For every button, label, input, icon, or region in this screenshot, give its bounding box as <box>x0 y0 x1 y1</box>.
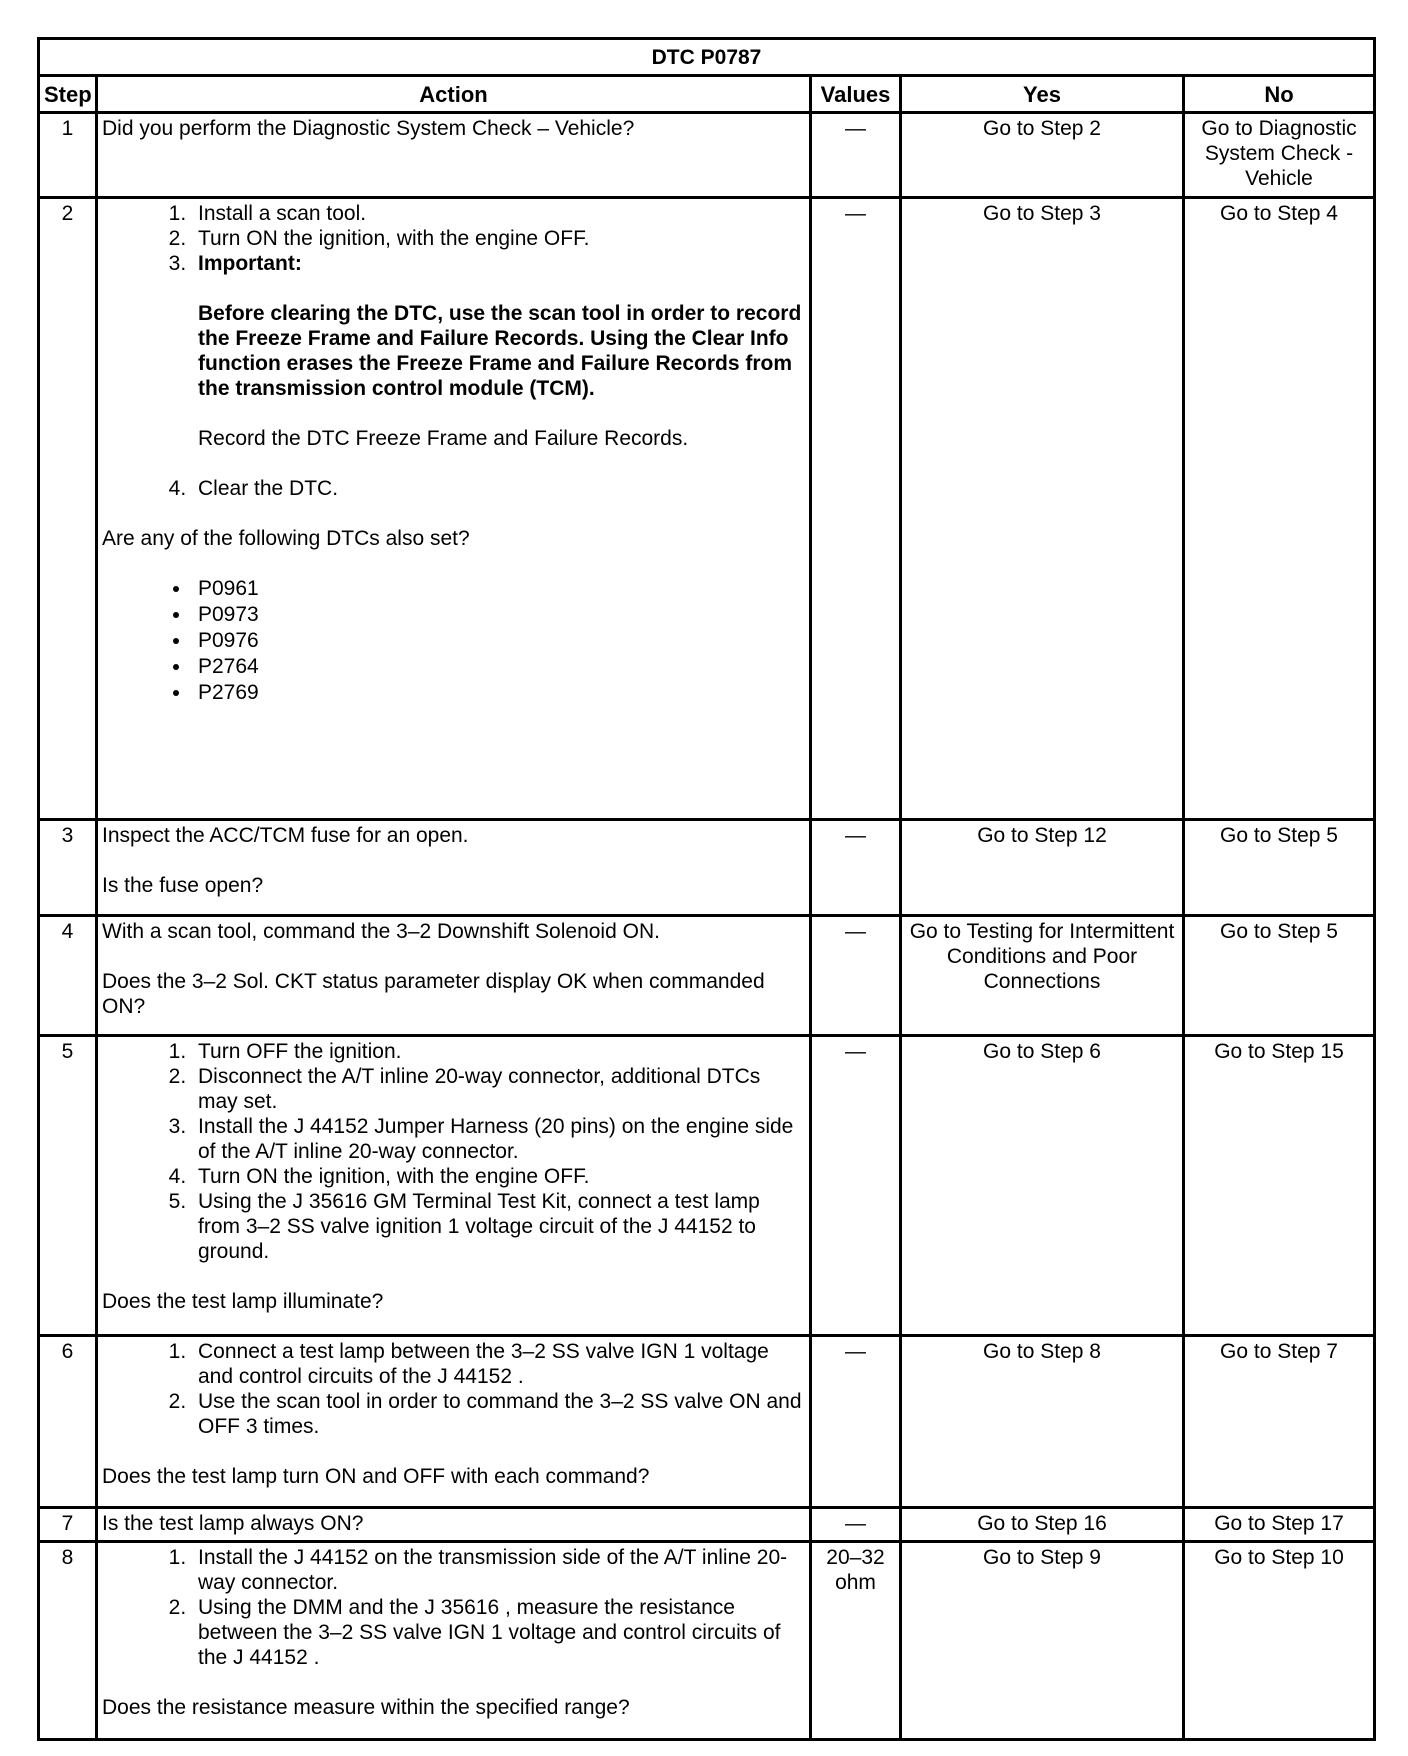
action-cell <box>97 1508 811 1542</box>
action-steps <box>102 201 805 501</box>
important-label: Important: <box>198 252 302 275</box>
action-cell <box>97 198 811 820</box>
yes-cell: Go to Step 2 <box>901 113 1184 198</box>
list-item: 4. Clear the DTC. <box>192 476 805 501</box>
list-item: 1. Connect a test lamp between the 3–2 SS valve IGN 1 voltage and control circuits of the J 44152 . <box>192 1339 805 1389</box>
list-item: • P0961 <box>192 576 805 602</box>
step-number: 2 <box>39 198 97 820</box>
header-yes: Yes <box>901 76 1184 113</box>
value-cell: — <box>811 113 901 198</box>
table-title: DTC P0787 <box>39 39 1375 76</box>
value-cell: — <box>811 820 901 916</box>
step-number: 3 <box>39 820 97 916</box>
action-cell <box>97 1036 811 1336</box>
list-item: 2. Disconnect the A/T inline 20-way connector, additional DTCs may set. <box>192 1064 805 1114</box>
list-item: • P2764 <box>192 654 805 680</box>
no-cell: Go to Step 10 <box>1184 1542 1375 1740</box>
value-cell: — <box>811 198 901 820</box>
value-cell: — <box>811 1336 901 1508</box>
action-steps <box>102 1339 805 1439</box>
question-text: Does the 3–2 Sol. CKT status parameter display OK when commanded ON? <box>102 970 765 1018</box>
step-number: 5 <box>39 1036 97 1336</box>
question-text: Does the test lamp illuminate? <box>102 1290 384 1313</box>
question-text: Does the test lamp turn ON and OFF with each command? <box>102 1465 650 1488</box>
header-action: Action <box>97 76 811 113</box>
table-row <box>39 820 1375 916</box>
no-cell: Go to Step 7 <box>1184 1336 1375 1508</box>
list-item: • P0976 <box>192 628 805 654</box>
yes-cell: Go to Step 3 <box>901 198 1184 820</box>
list-item: 1. Turn OFF the ignition. <box>192 1039 805 1064</box>
yes-cell: Go to Step 16 <box>901 1508 1184 1542</box>
no-cell: Go to Step 5 <box>1184 820 1375 916</box>
action-cell <box>97 1542 811 1740</box>
list-item: 2. Using the DMM and the J 35616 , measure the resistance between the 3–2 SS valve IGN 1 voltage and control circuits of the J 44152 . <box>192 1595 805 1670</box>
value-cell: — <box>811 1508 901 1542</box>
record-text: Record the DTC Freeze Frame and Failure Records. <box>198 427 689 450</box>
important-text: Before clearing the DTC, use the scan tool in order to record the Freeze Frame and Failure Records. Using the Clear Info function erases the Freeze Frame and Failure Records from the transmission control module (TCM). <box>198 302 802 400</box>
no-cell: Go to Step 17 <box>1184 1508 1375 1542</box>
no-cell: Go to Step 4 <box>1184 198 1375 820</box>
action-steps <box>102 1545 805 1670</box>
yes-cell: Go to Step 6 <box>901 1036 1184 1336</box>
table-row <box>39 1508 1375 1542</box>
no-cell: Go to Diagnostic System Check - Vehicle <box>1184 113 1375 198</box>
action-cell <box>97 916 811 1036</box>
list-item <box>192 251 805 476</box>
instruction-text: Inspect the ACC/TCM fuse for an open. <box>102 824 469 847</box>
list-item: 2. Use the scan tool in order to command the 3–2 SS valve ON and OFF 3 times. <box>192 1389 805 1439</box>
instruction-text: With a scan tool, command the 3–2 Downshift Solenoid ON. <box>102 920 660 943</box>
header-values: Values <box>811 76 901 113</box>
action-steps <box>102 1039 805 1264</box>
value-cell: — <box>811 916 901 1036</box>
step-number: 6 <box>39 1336 97 1508</box>
step-number: 7 <box>39 1508 97 1542</box>
question-text: Is the fuse open? <box>102 874 264 897</box>
question-text: Is the test lamp always ON? <box>102 1512 364 1535</box>
no-cell: Go to Step 15 <box>1184 1036 1375 1336</box>
table-row <box>39 113 1375 198</box>
action-cell <box>97 1336 811 1508</box>
list-item: 1. Install the J 44152 on the transmission side of the A/T inline 20-way connector. <box>192 1545 805 1595</box>
table-row <box>39 198 1375 820</box>
yes-cell: Go to Testing for Intermittent Conditions and Poor Connections <box>901 916 1184 1036</box>
value-cell: 20–32 ohm <box>811 1542 901 1740</box>
yes-cell: Go to Step 12 <box>901 820 1184 916</box>
action-cell <box>97 820 811 916</box>
no-cell: Go to Step 5 <box>1184 916 1375 1036</box>
table-row <box>39 1542 1375 1740</box>
question-text: Are any of the following DTCs also set? <box>102 527 470 550</box>
list-item: 2. Turn ON the ignition, with the engine OFF. <box>192 226 805 251</box>
yes-cell: Go to Step 9 <box>901 1542 1184 1740</box>
action-cell <box>97 113 811 198</box>
yes-cell: Go to Step 8 <box>901 1336 1184 1508</box>
list-item: • P2769 <box>192 680 805 706</box>
step-number: 1 <box>39 113 97 198</box>
dtc-list <box>102 576 805 706</box>
value-cell: — <box>811 1036 901 1336</box>
question-text: Did you perform the Diagnostic System Check – Vehicle? <box>102 117 635 140</box>
list-item: 5. Using the J 35616 GM Terminal Test Kit, connect a test lamp from 3–2 SS valve ignition 1 voltage circuit of the J 44152 to ground. <box>192 1189 805 1264</box>
header-step: Step <box>39 76 97 113</box>
list-item: 1. Install a scan tool. <box>192 201 805 226</box>
table-row <box>39 916 1375 1036</box>
question-text: Does the resistance measure within the specified range? <box>102 1696 630 1719</box>
dtc-table <box>37 37 1376 1741</box>
list-item: 3. Install the J 44152 Jumper Harness (20 pins) on the engine side of the A/T inline 20-way connector. <box>192 1114 805 1164</box>
table-row <box>39 1036 1375 1336</box>
header-no: No <box>1184 76 1375 113</box>
list-item: 4. Turn ON the ignition, with the engine OFF. <box>192 1164 805 1189</box>
step-number: 4 <box>39 916 97 1036</box>
step-number: 8 <box>39 1542 97 1740</box>
list-item: • P0973 <box>192 602 805 628</box>
table-row <box>39 1336 1375 1508</box>
